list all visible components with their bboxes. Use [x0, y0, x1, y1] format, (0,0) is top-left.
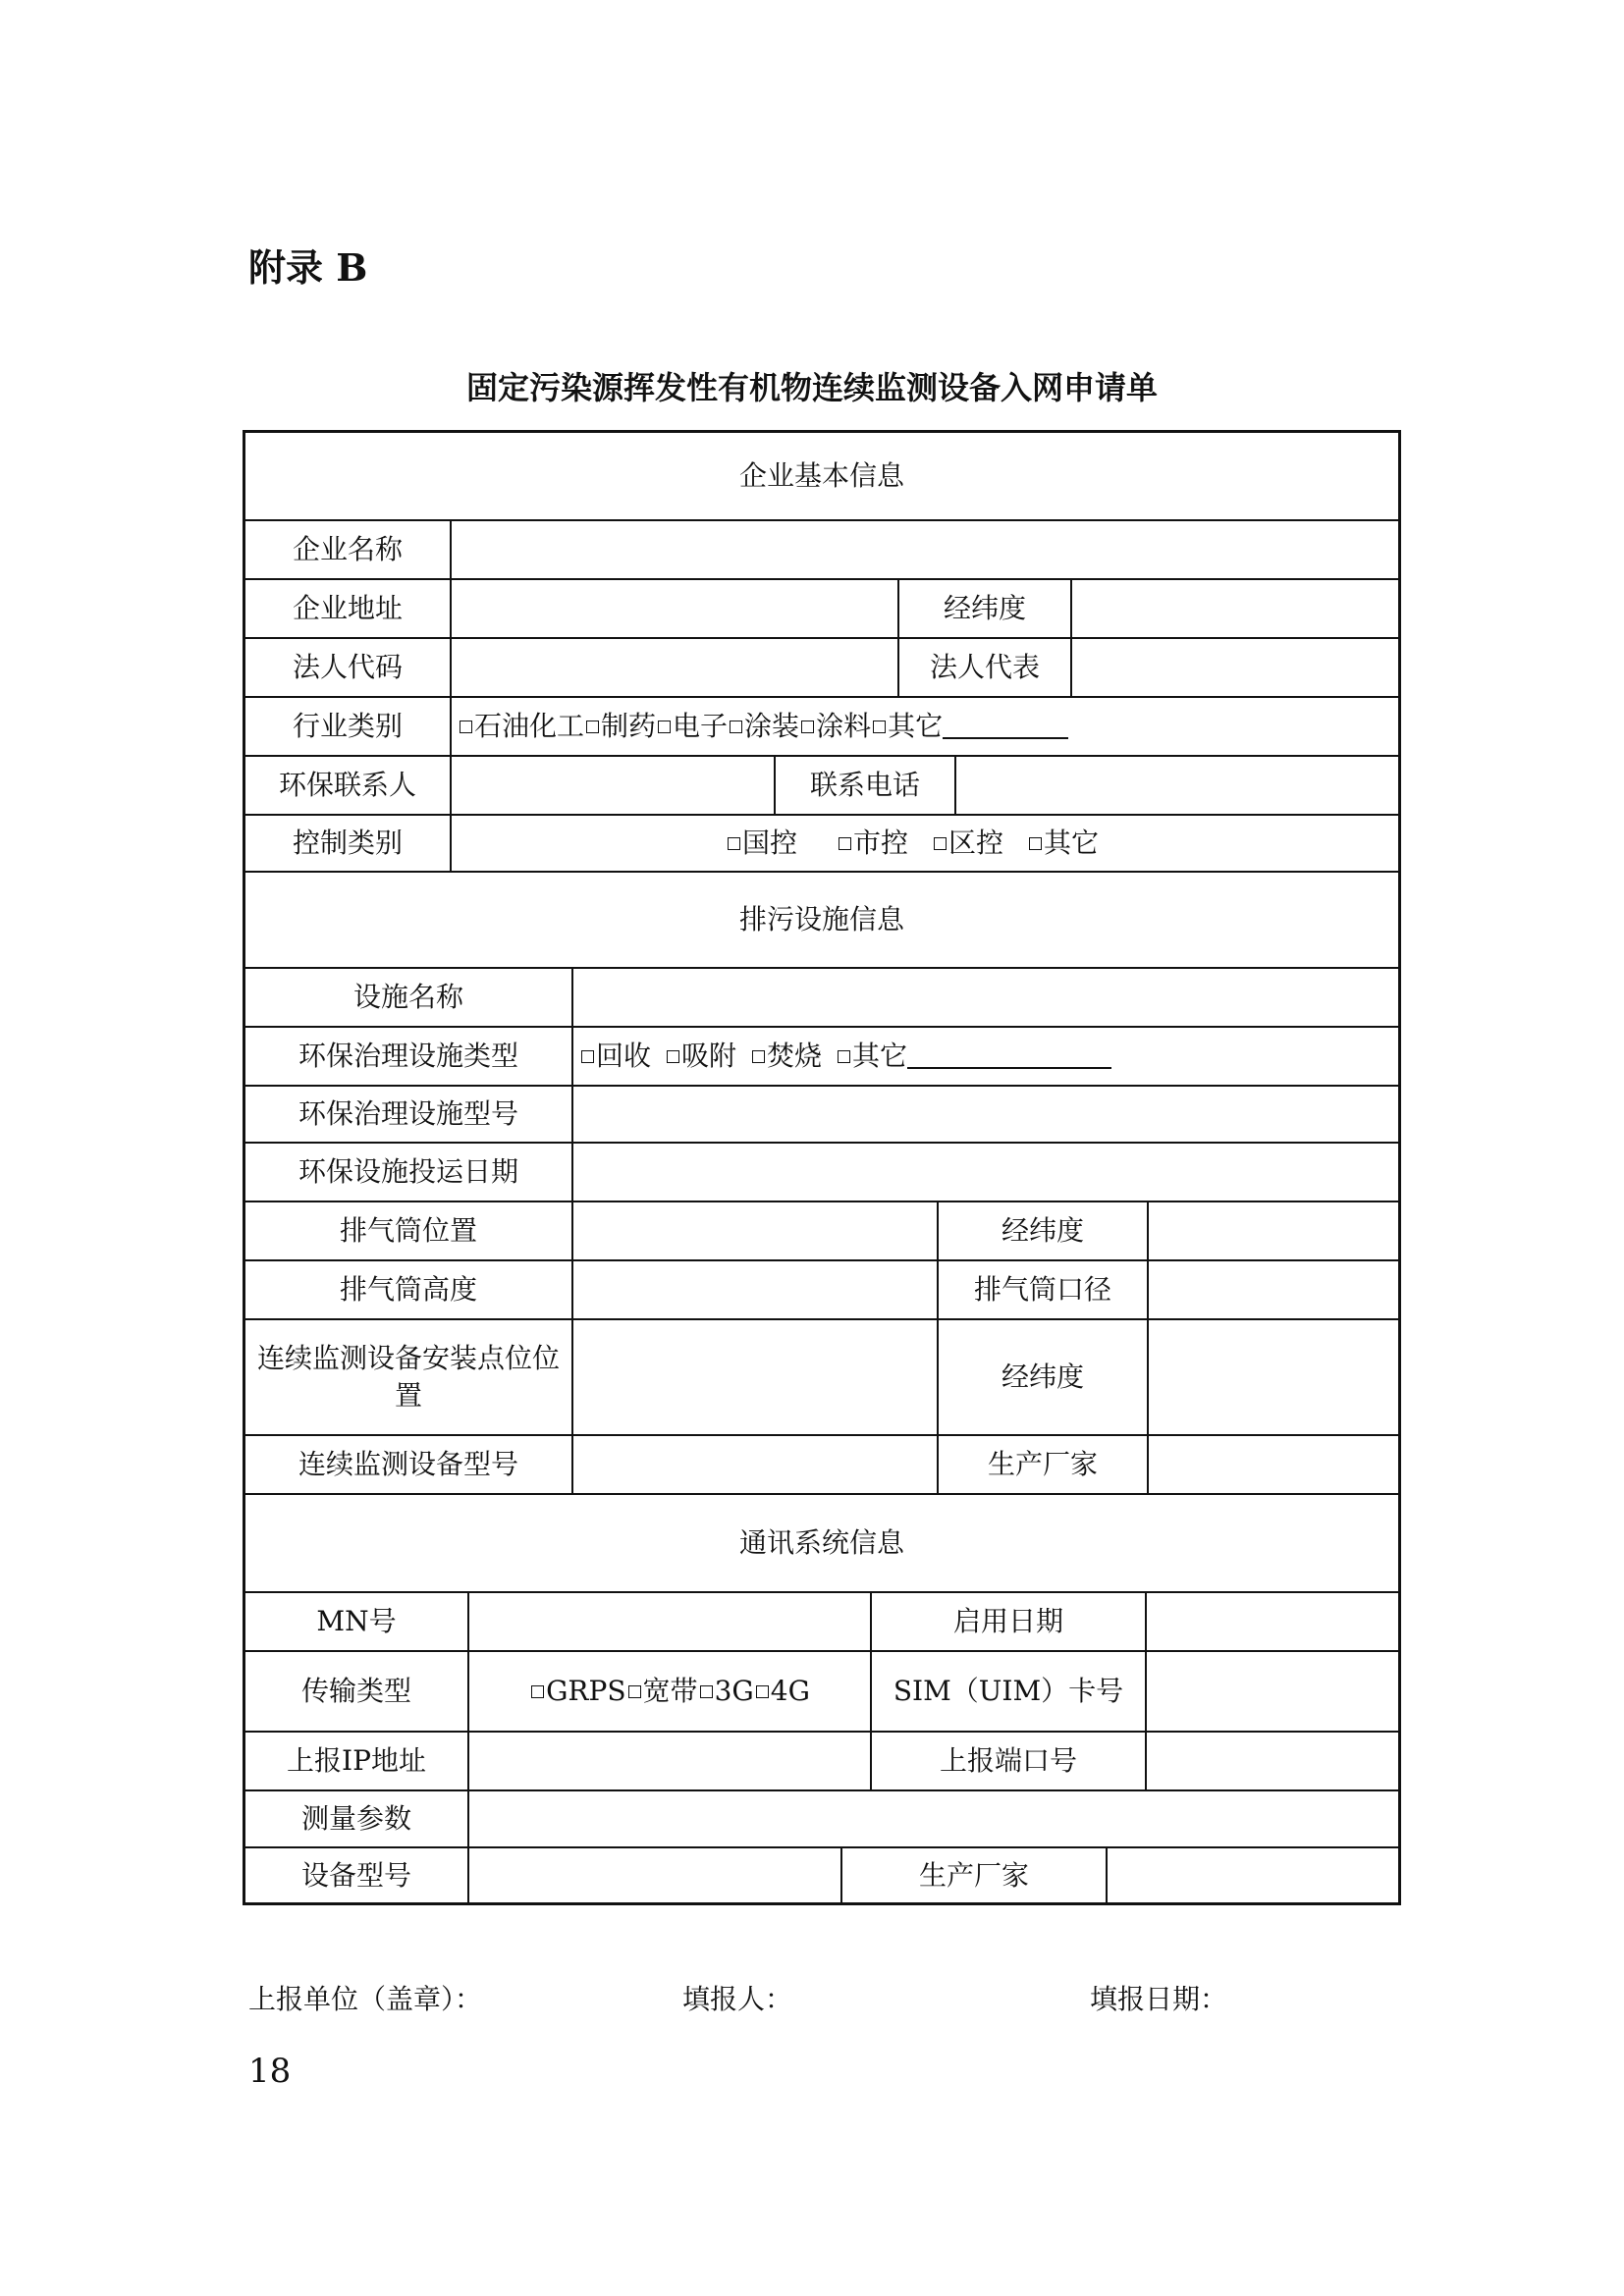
- field-device-model[interactable]: [469, 1848, 842, 1902]
- field-lat-lng[interactable]: [1072, 580, 1398, 639]
- field-monitor-model[interactable]: [573, 1436, 939, 1495]
- industry-other-blank[interactable]: [943, 714, 1068, 739]
- checkbox-icon[interactable]: [934, 837, 947, 850]
- industry-option-pharma[interactable]: 制药: [584, 708, 656, 745]
- label-industry: 行业类别: [245, 698, 452, 757]
- label-transmission: 传输类型: [245, 1652, 469, 1733]
- checkbox-icon[interactable]: [756, 1685, 769, 1698]
- checkbox-icon[interactable]: [752, 1050, 765, 1063]
- transmission-option-broadband[interactable]: 宽带: [626, 1673, 698, 1710]
- label-install-location: 连续监测设备安装点位位置: [245, 1320, 573, 1436]
- treatment-option-other[interactable]: 其它: [836, 1038, 907, 1075]
- checkbox-icon[interactable]: [581, 1050, 594, 1063]
- label-device-model: 设备型号: [245, 1848, 469, 1902]
- label-manufacturer: 生产厂家: [939, 1436, 1149, 1495]
- checkbox-icon[interactable]: [839, 837, 851, 850]
- label-phone: 联系电话: [776, 757, 956, 816]
- checkbox-icon[interactable]: [667, 1050, 679, 1063]
- label-stack-diameter: 排气筒口径: [939, 1261, 1149, 1320]
- label-lat-lng: 经纬度: [899, 580, 1072, 639]
- label-params: 测量参数: [245, 1791, 469, 1848]
- transmission-option-3g[interactable]: 3G: [698, 1673, 754, 1710]
- form-title: 固定污染源挥发性有机物连续监测设备入网申请单: [465, 369, 1158, 406]
- field-commission-date[interactable]: [573, 1144, 1398, 1202]
- field-phone[interactable]: [956, 757, 1398, 816]
- label-env-contact: 环保联系人: [245, 757, 452, 816]
- control-option-district[interactable]: 区控: [932, 825, 1003, 862]
- footer-reporting-unit: 上报单位（盖章）：: [248, 1983, 483, 2015]
- checkbox-icon[interactable]: [873, 721, 886, 733]
- field-treatment-model[interactable]: [573, 1087, 1398, 1144]
- checkbox-icon[interactable]: [531, 1685, 544, 1698]
- treatment-other-blank[interactable]: [907, 1043, 1111, 1069]
- field-install-location[interactable]: [573, 1320, 939, 1436]
- label-device-manufacturer: 生产厂家: [842, 1848, 1108, 1902]
- label-install-lat-lng: 经纬度: [939, 1320, 1149, 1436]
- industry-options[interactable]: [452, 698, 1398, 757]
- label-legal-code: 法人代码: [245, 639, 452, 698]
- checkbox-icon[interactable]: [628, 1685, 641, 1698]
- industry-option-paint[interactable]: 涂料: [799, 708, 871, 745]
- industry-option-coating[interactable]: 涂装: [728, 708, 799, 745]
- field-stack-height[interactable]: [573, 1261, 939, 1320]
- field-stack-location[interactable]: [573, 1202, 939, 1261]
- footer-date: 填报日期：: [1090, 1983, 1228, 2015]
- field-params[interactable]: [469, 1791, 1398, 1848]
- field-stack-lat-lng[interactable]: [1149, 1202, 1398, 1261]
- field-facility-name[interactable]: [573, 969, 1398, 1028]
- field-port[interactable]: [1147, 1733, 1398, 1791]
- label-treatment-model: 环保治理设施型号: [245, 1087, 573, 1144]
- section-header-facility: 排污设施信息: [245, 873, 1398, 969]
- checkbox-icon[interactable]: [658, 721, 671, 733]
- label-company-name: 企业名称: [245, 521, 452, 580]
- checkbox-icon[interactable]: [700, 1685, 713, 1698]
- section-header-company: 企业基本信息: [245, 433, 1398, 521]
- field-stack-diameter[interactable]: [1149, 1261, 1398, 1320]
- transmission-option-4g[interactable]: 4G: [754, 1673, 810, 1710]
- transmission-option-grps[interactable]: GRPS: [529, 1673, 625, 1710]
- treatment-option-recovery[interactable]: 回收: [579, 1038, 651, 1075]
- treatment-options[interactable]: [573, 1028, 1398, 1087]
- label-mn: MN号: [245, 1593, 469, 1652]
- label-legal-rep: 法人代表: [899, 639, 1072, 698]
- label-treatment-type: 环保治理设施类型: [245, 1028, 573, 1087]
- control-options[interactable]: [452, 816, 1398, 873]
- control-option-city[interactable]: 市控: [837, 825, 908, 862]
- label-sim: SIM（UIM）卡号: [872, 1652, 1147, 1733]
- label-start-date: 启用日期: [872, 1593, 1147, 1652]
- checkbox-icon[interactable]: [586, 721, 599, 733]
- field-env-contact[interactable]: [452, 757, 776, 816]
- label-commission-date: 环保设施投运日期: [245, 1144, 573, 1202]
- field-device-manufacturer[interactable]: [1108, 1848, 1398, 1902]
- appendix-heading: 附录 B: [248, 245, 368, 290]
- field-manufacturer[interactable]: [1149, 1436, 1398, 1495]
- checkbox-icon[interactable]: [801, 721, 814, 733]
- field-company-name[interactable]: [452, 521, 1398, 580]
- label-stack-height: 排气筒高度: [245, 1261, 573, 1320]
- control-option-national[interactable]: 国控: [726, 825, 797, 862]
- field-legal-code[interactable]: [452, 639, 899, 698]
- section-header-communication: 通讯系统信息: [245, 1495, 1398, 1593]
- label-control: 控制类别: [245, 816, 452, 873]
- checkbox-icon[interactable]: [728, 837, 740, 850]
- transmission-options[interactable]: [469, 1652, 872, 1733]
- label-facility-name: 设施名称: [245, 969, 573, 1028]
- control-option-other[interactable]: 其它: [1027, 825, 1099, 862]
- label-stack-lat-lng: 经纬度: [939, 1202, 1149, 1261]
- treatment-option-incineration[interactable]: 焚烧: [750, 1038, 822, 1075]
- field-ip[interactable]: [469, 1733, 872, 1791]
- industry-option-electronics[interactable]: 电子: [656, 708, 728, 745]
- field-sim[interactable]: [1147, 1652, 1398, 1733]
- treatment-option-adsorption[interactable]: 吸附: [665, 1038, 736, 1075]
- field-start-date[interactable]: [1147, 1593, 1398, 1652]
- label-stack-location: 排气筒位置: [245, 1202, 573, 1261]
- field-mn[interactable]: [469, 1593, 872, 1652]
- checkbox-icon[interactable]: [460, 721, 472, 733]
- footer-filler: 填报人：: [682, 1983, 793, 2015]
- field-legal-rep[interactable]: [1072, 639, 1398, 698]
- label-port: 上报端口号: [872, 1733, 1147, 1791]
- field-company-address[interactable]: [452, 580, 899, 639]
- page-number: 18: [248, 2052, 292, 2091]
- industry-option-petrochemical[interactable]: 石油化工: [458, 708, 584, 745]
- checkbox-icon[interactable]: [1029, 837, 1042, 850]
- label-company-address: 企业地址: [245, 580, 452, 639]
- checkbox-icon[interactable]: [838, 1050, 850, 1063]
- checkbox-icon[interactable]: [730, 721, 742, 733]
- application-form: [243, 430, 1401, 1905]
- industry-option-other[interactable]: 其它: [871, 708, 943, 745]
- field-install-lat-lng[interactable]: [1149, 1320, 1398, 1436]
- label-monitor-model: 连续监测设备型号: [245, 1436, 573, 1495]
- label-ip: 上报IP地址: [245, 1733, 469, 1791]
